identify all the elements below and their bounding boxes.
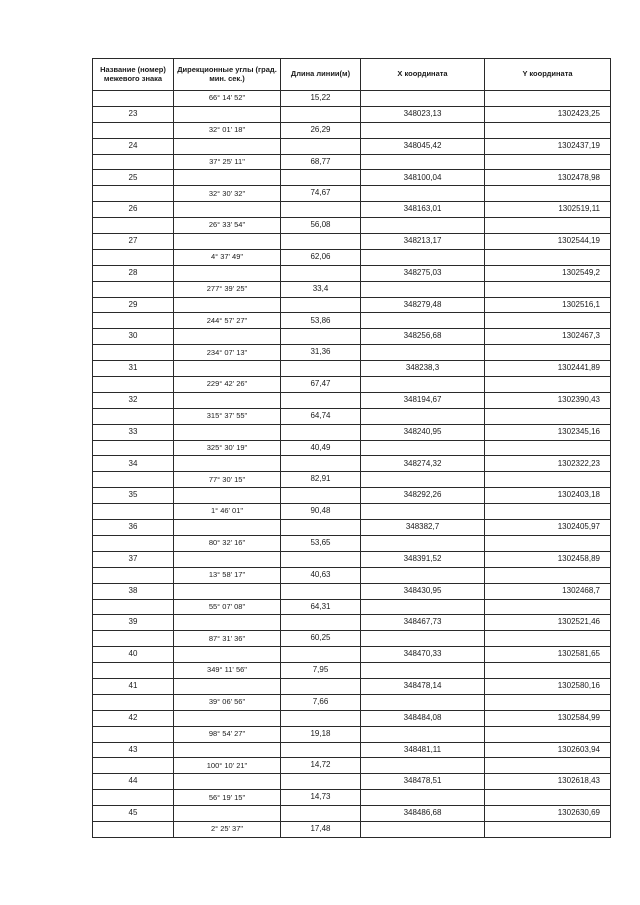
line-length-cell <box>281 424 361 440</box>
x-coordinate-cell: 348478,51 <box>361 774 485 790</box>
direction-angle-cell <box>174 424 281 440</box>
table-row <box>93 583 611 599</box>
x-coordinate-cell <box>361 504 485 520</box>
x-coordinate-cell: 348194,67 <box>361 392 485 408</box>
x-coordinate-cell <box>361 186 485 202</box>
line-length-cell <box>281 297 361 313</box>
line-length-cell <box>281 361 361 377</box>
y-coordinate-cell <box>485 663 611 679</box>
y-coordinate-cell <box>485 154 611 170</box>
table-row <box>93 678 611 694</box>
table-row <box>93 599 611 615</box>
x-coordinate-cell: 348486,68 <box>361 806 485 822</box>
direction-angle-cell: 229° 42' 26" <box>174 377 281 393</box>
line-length-cell <box>281 742 361 758</box>
point-name-cell <box>93 313 174 329</box>
x-coordinate-cell <box>361 567 485 583</box>
line-length-cell <box>281 520 361 536</box>
x-coordinate-cell <box>361 472 485 488</box>
x-coordinate-cell: 348430,95 <box>361 583 485 599</box>
direction-angle-cell: 37° 25' 11" <box>174 154 281 170</box>
line-length-cell: 26,29 <box>281 122 361 138</box>
point-name-cell <box>93 91 174 107</box>
y-coordinate-cell: 1302437,19 <box>485 138 611 154</box>
table-row <box>93 106 611 122</box>
y-coordinate-cell: 1302423,25 <box>485 106 611 122</box>
header-line-length: Длина линии(м) <box>281 59 361 91</box>
direction-angle-cell: 13° 58' 17" <box>174 567 281 583</box>
line-length-cell: 67,47 <box>281 377 361 393</box>
x-coordinate-cell <box>361 154 485 170</box>
point-name-cell <box>93 345 174 361</box>
y-coordinate-cell: 1302521,46 <box>485 615 611 631</box>
line-length-cell <box>281 806 361 822</box>
x-coordinate-cell <box>361 663 485 679</box>
line-length-cell: 14,72 <box>281 758 361 774</box>
point-name-cell <box>93 535 174 551</box>
direction-angle-cell: 325° 30' 19" <box>174 440 281 456</box>
y-coordinate-cell: 1302603,94 <box>485 742 611 758</box>
direction-angle-cell: 4° 37' 49" <box>174 249 281 265</box>
line-length-cell <box>281 678 361 694</box>
point-name-cell <box>93 821 174 837</box>
y-coordinate-cell: 1302516,1 <box>485 297 611 313</box>
point-name-cell <box>93 726 174 742</box>
point-name-cell: 41 <box>93 678 174 694</box>
direction-angle-cell: 80° 32' 16" <box>174 535 281 551</box>
line-length-cell: 53,65 <box>281 535 361 551</box>
direction-angle-cell: 87° 31' 36" <box>174 631 281 647</box>
point-name-cell <box>93 408 174 424</box>
x-coordinate-cell: 348470,33 <box>361 647 485 663</box>
line-length-cell: 68,77 <box>281 154 361 170</box>
header-x-coordinate: X координата <box>361 59 485 91</box>
x-coordinate-cell: 348478,14 <box>361 678 485 694</box>
line-length-cell <box>281 329 361 345</box>
line-length-cell: 90,48 <box>281 504 361 520</box>
table-row <box>93 170 611 186</box>
line-length-cell <box>281 170 361 186</box>
direction-angle-cell: 234° 07' 13" <box>174 345 281 361</box>
direction-angle-cell: 315° 37' 55" <box>174 408 281 424</box>
direction-angle-cell: 32° 30' 32" <box>174 186 281 202</box>
y-coordinate-cell <box>485 694 611 710</box>
line-length-cell: 64,74 <box>281 408 361 424</box>
line-length-cell <box>281 710 361 726</box>
point-name-cell: 27 <box>93 234 174 250</box>
table-row <box>93 663 611 679</box>
line-length-cell: 74,67 <box>281 186 361 202</box>
x-coordinate-cell <box>361 758 485 774</box>
y-coordinate-cell <box>485 408 611 424</box>
x-coordinate-cell: 348023,13 <box>361 106 485 122</box>
point-name-cell: 23 <box>93 106 174 122</box>
line-length-cell <box>281 138 361 154</box>
direction-angle-cell: 56° 19' 15" <box>174 790 281 806</box>
table-row <box>93 710 611 726</box>
direction-angle-cell <box>174 488 281 504</box>
direction-angle-cell: 77° 30' 15" <box>174 472 281 488</box>
direction-angle-cell <box>174 806 281 822</box>
point-name-cell: 31 <box>93 361 174 377</box>
line-length-cell <box>281 774 361 790</box>
line-length-cell: 56,08 <box>281 218 361 234</box>
point-name-cell <box>93 154 174 170</box>
line-length-cell <box>281 551 361 567</box>
y-coordinate-cell <box>485 313 611 329</box>
y-coordinate-cell: 1302618,43 <box>485 774 611 790</box>
table-row <box>93 408 611 424</box>
y-coordinate-cell: 1302549,2 <box>485 265 611 281</box>
point-name-cell: 33 <box>93 424 174 440</box>
table-row <box>93 138 611 154</box>
header-point-name: Название (номер) межевого знака <box>93 59 174 91</box>
point-name-cell: 28 <box>93 265 174 281</box>
x-coordinate-cell <box>361 408 485 424</box>
x-coordinate-cell <box>361 821 485 837</box>
line-length-cell <box>281 265 361 281</box>
direction-angle-cell <box>174 297 281 313</box>
table-row <box>93 472 611 488</box>
y-coordinate-cell: 1302458,89 <box>485 551 611 567</box>
table-row <box>93 377 611 393</box>
line-length-cell: 14,73 <box>281 790 361 806</box>
table-row <box>93 154 611 170</box>
x-coordinate-cell <box>361 726 485 742</box>
y-coordinate-cell <box>485 821 611 837</box>
table-row <box>93 488 611 504</box>
line-length-cell <box>281 488 361 504</box>
table-row <box>93 91 611 107</box>
x-coordinate-cell <box>361 694 485 710</box>
y-coordinate-cell <box>485 249 611 265</box>
point-name-cell: 35 <box>93 488 174 504</box>
x-coordinate-cell <box>361 631 485 647</box>
direction-angle-cell <box>174 392 281 408</box>
table-row <box>93 218 611 234</box>
point-name-cell: 34 <box>93 456 174 472</box>
direction-angle-cell <box>174 678 281 694</box>
table-body <box>93 91 611 838</box>
boundary-points-table <box>92 58 611 838</box>
line-length-cell: 31,36 <box>281 345 361 361</box>
line-length-cell <box>281 202 361 218</box>
table-row <box>93 520 611 536</box>
line-length-cell: 60,25 <box>281 631 361 647</box>
point-name-cell <box>93 694 174 710</box>
point-name-cell: 30 <box>93 329 174 345</box>
table-row <box>93 615 611 631</box>
table-row <box>93 774 611 790</box>
line-length-cell <box>281 615 361 631</box>
direction-angle-cell: 26° 33' 54" <box>174 218 281 234</box>
y-coordinate-cell <box>485 790 611 806</box>
point-name-cell <box>93 504 174 520</box>
table-row <box>93 535 611 551</box>
direction-angle-cell: 277° 39' 25" <box>174 281 281 297</box>
table-row <box>93 694 611 710</box>
table-row <box>93 202 611 218</box>
point-name-cell <box>93 249 174 265</box>
y-coordinate-cell <box>485 122 611 138</box>
direction-angle-cell <box>174 456 281 472</box>
table-row <box>93 345 611 361</box>
table-row <box>93 790 611 806</box>
y-coordinate-cell <box>485 535 611 551</box>
header-direction-angle: Дирекционные углы (град. мин. сек.) <box>174 59 281 91</box>
direction-angle-cell: 39° 06' 56" <box>174 694 281 710</box>
x-coordinate-cell: 348240,95 <box>361 424 485 440</box>
y-coordinate-cell <box>485 440 611 456</box>
direction-angle-cell <box>174 742 281 758</box>
x-coordinate-cell <box>361 599 485 615</box>
x-coordinate-cell <box>361 218 485 234</box>
x-coordinate-cell: 348274,32 <box>361 456 485 472</box>
x-coordinate-cell: 348238,3 <box>361 361 485 377</box>
table-row <box>93 821 611 837</box>
point-name-cell <box>93 122 174 138</box>
table-row <box>93 504 611 520</box>
point-name-cell: 36 <box>93 520 174 536</box>
direction-angle-cell <box>174 361 281 377</box>
y-coordinate-cell: 1302544,19 <box>485 234 611 250</box>
x-coordinate-cell: 348100,04 <box>361 170 485 186</box>
line-length-cell <box>281 583 361 599</box>
y-coordinate-cell: 1302390,43 <box>485 392 611 408</box>
point-name-cell <box>93 440 174 456</box>
direction-angle-cell <box>174 138 281 154</box>
y-coordinate-cell <box>485 567 611 583</box>
point-name-cell <box>93 663 174 679</box>
y-coordinate-cell <box>485 281 611 297</box>
direction-angle-cell: 100° 10' 21" <box>174 758 281 774</box>
direction-angle-cell <box>174 551 281 567</box>
direction-angle-cell <box>174 170 281 186</box>
table-row <box>93 551 611 567</box>
direction-angle-cell <box>174 520 281 536</box>
y-coordinate-cell <box>485 758 611 774</box>
point-name-cell <box>93 758 174 774</box>
table-row <box>93 392 611 408</box>
line-length-cell <box>281 456 361 472</box>
table-row <box>93 297 611 313</box>
point-name-cell: 29 <box>93 297 174 313</box>
y-coordinate-cell <box>485 377 611 393</box>
direction-angle-cell: 66° 14' 52" <box>174 91 281 107</box>
point-name-cell: 32 <box>93 392 174 408</box>
table-row <box>93 726 611 742</box>
x-coordinate-cell <box>361 535 485 551</box>
table-row <box>93 122 611 138</box>
line-length-cell <box>281 647 361 663</box>
table-row <box>93 742 611 758</box>
table-row <box>93 281 611 297</box>
y-coordinate-cell <box>485 599 611 615</box>
direction-angle-cell <box>174 615 281 631</box>
y-coordinate-cell: 1302584,99 <box>485 710 611 726</box>
x-coordinate-cell: 348256,68 <box>361 329 485 345</box>
line-length-cell: 40,63 <box>281 567 361 583</box>
direction-angle-cell: 98° 54' 27" <box>174 726 281 742</box>
table-row <box>93 265 611 281</box>
direction-angle-cell: 55° 07' 08" <box>174 599 281 615</box>
direction-angle-cell <box>174 202 281 218</box>
y-coordinate-cell: 1302405,97 <box>485 520 611 536</box>
line-length-cell: 64,31 <box>281 599 361 615</box>
direction-angle-cell: 244° 57' 27" <box>174 313 281 329</box>
direction-angle-cell <box>174 647 281 663</box>
y-coordinate-cell: 1302468,7 <box>485 583 611 599</box>
point-name-cell <box>93 281 174 297</box>
direction-angle-cell <box>174 774 281 790</box>
y-coordinate-cell: 1302345,16 <box>485 424 611 440</box>
x-coordinate-cell <box>361 281 485 297</box>
direction-angle-cell <box>174 583 281 599</box>
point-name-cell: 37 <box>93 551 174 567</box>
point-name-cell <box>93 599 174 615</box>
table-row <box>93 647 611 663</box>
line-length-cell: 40,49 <box>281 440 361 456</box>
table-row <box>93 758 611 774</box>
line-length-cell: 7,66 <box>281 694 361 710</box>
y-coordinate-cell <box>485 186 611 202</box>
x-coordinate-cell: 348279,48 <box>361 297 485 313</box>
table-row <box>93 456 611 472</box>
x-coordinate-cell: 348481,11 <box>361 742 485 758</box>
y-coordinate-cell <box>485 631 611 647</box>
point-name-cell: 44 <box>93 774 174 790</box>
header-row <box>93 59 611 91</box>
point-name-cell: 38 <box>93 583 174 599</box>
direction-angle-cell <box>174 265 281 281</box>
y-coordinate-cell: 1302403,18 <box>485 488 611 504</box>
y-coordinate-cell <box>485 91 611 107</box>
x-coordinate-cell: 348045,42 <box>361 138 485 154</box>
y-coordinate-cell <box>485 504 611 520</box>
line-length-cell: 33,4 <box>281 281 361 297</box>
direction-angle-cell: 2° 25' 37" <box>174 821 281 837</box>
x-coordinate-cell <box>361 345 485 361</box>
x-coordinate-cell <box>361 313 485 329</box>
x-coordinate-cell: 348275,03 <box>361 265 485 281</box>
point-name-cell: 40 <box>93 647 174 663</box>
point-name-cell: 45 <box>93 806 174 822</box>
point-name-cell <box>93 567 174 583</box>
y-coordinate-cell: 1302581,65 <box>485 647 611 663</box>
y-coordinate-cell: 1302322,23 <box>485 456 611 472</box>
x-coordinate-cell: 348391,52 <box>361 551 485 567</box>
header-y-coordinate: Y координата <box>485 59 611 91</box>
table-row <box>93 249 611 265</box>
x-coordinate-cell: 348213,17 <box>361 234 485 250</box>
y-coordinate-cell <box>485 726 611 742</box>
point-name-cell: 39 <box>93 615 174 631</box>
line-length-cell: 82,91 <box>281 472 361 488</box>
point-name-cell: 42 <box>93 710 174 726</box>
y-coordinate-cell: 1302478,98 <box>485 170 611 186</box>
y-coordinate-cell: 1302467,3 <box>485 329 611 345</box>
point-name-cell <box>93 377 174 393</box>
point-name-cell: 26 <box>93 202 174 218</box>
table-row <box>93 186 611 202</box>
y-coordinate-cell <box>485 345 611 361</box>
x-coordinate-cell <box>361 440 485 456</box>
table-row <box>93 329 611 345</box>
direction-angle-cell <box>174 329 281 345</box>
x-coordinate-cell <box>361 790 485 806</box>
table-row <box>93 234 611 250</box>
line-length-cell <box>281 234 361 250</box>
table-row <box>93 361 611 377</box>
direction-angle-cell <box>174 106 281 122</box>
table-row <box>93 567 611 583</box>
x-coordinate-cell <box>361 122 485 138</box>
direction-angle-cell <box>174 234 281 250</box>
y-coordinate-cell: 1302580,16 <box>485 678 611 694</box>
x-coordinate-cell <box>361 249 485 265</box>
point-name-cell <box>93 186 174 202</box>
y-coordinate-cell: 1302441,89 <box>485 361 611 377</box>
line-length-cell: 53,86 <box>281 313 361 329</box>
point-name-cell <box>93 472 174 488</box>
line-length-cell <box>281 392 361 408</box>
table-row <box>93 440 611 456</box>
point-name-cell <box>93 218 174 234</box>
x-coordinate-cell <box>361 91 485 107</box>
y-coordinate-cell: 1302630,69 <box>485 806 611 822</box>
point-name-cell <box>93 631 174 647</box>
line-length-cell: 19,18 <box>281 726 361 742</box>
point-name-cell: 25 <box>93 170 174 186</box>
line-length-cell: 7,95 <box>281 663 361 679</box>
direction-angle-cell: 349° 11' 56" <box>174 663 281 679</box>
line-length-cell <box>281 106 361 122</box>
table-row <box>93 806 611 822</box>
line-length-cell: 15,22 <box>281 91 361 107</box>
line-length-cell: 17,48 <box>281 821 361 837</box>
line-length-cell: 62,06 <box>281 249 361 265</box>
y-coordinate-cell <box>485 218 611 234</box>
x-coordinate-cell: 348467,73 <box>361 615 485 631</box>
direction-angle-cell <box>174 710 281 726</box>
point-name-cell: 24 <box>93 138 174 154</box>
table-row <box>93 631 611 647</box>
direction-angle-cell: 32° 01' 18" <box>174 122 281 138</box>
point-name-cell: 43 <box>93 742 174 758</box>
x-coordinate-cell: 348163,01 <box>361 202 485 218</box>
table-row <box>93 313 611 329</box>
x-coordinate-cell: 348382,7 <box>361 520 485 536</box>
x-coordinate-cell <box>361 377 485 393</box>
y-coordinate-cell <box>485 472 611 488</box>
table-row <box>93 424 611 440</box>
point-name-cell <box>93 790 174 806</box>
direction-angle-cell: 1° 46' 01" <box>174 504 281 520</box>
y-coordinate-cell: 1302519,11 <box>485 202 611 218</box>
x-coordinate-cell: 348292,26 <box>361 488 485 504</box>
x-coordinate-cell: 348484,08 <box>361 710 485 726</box>
